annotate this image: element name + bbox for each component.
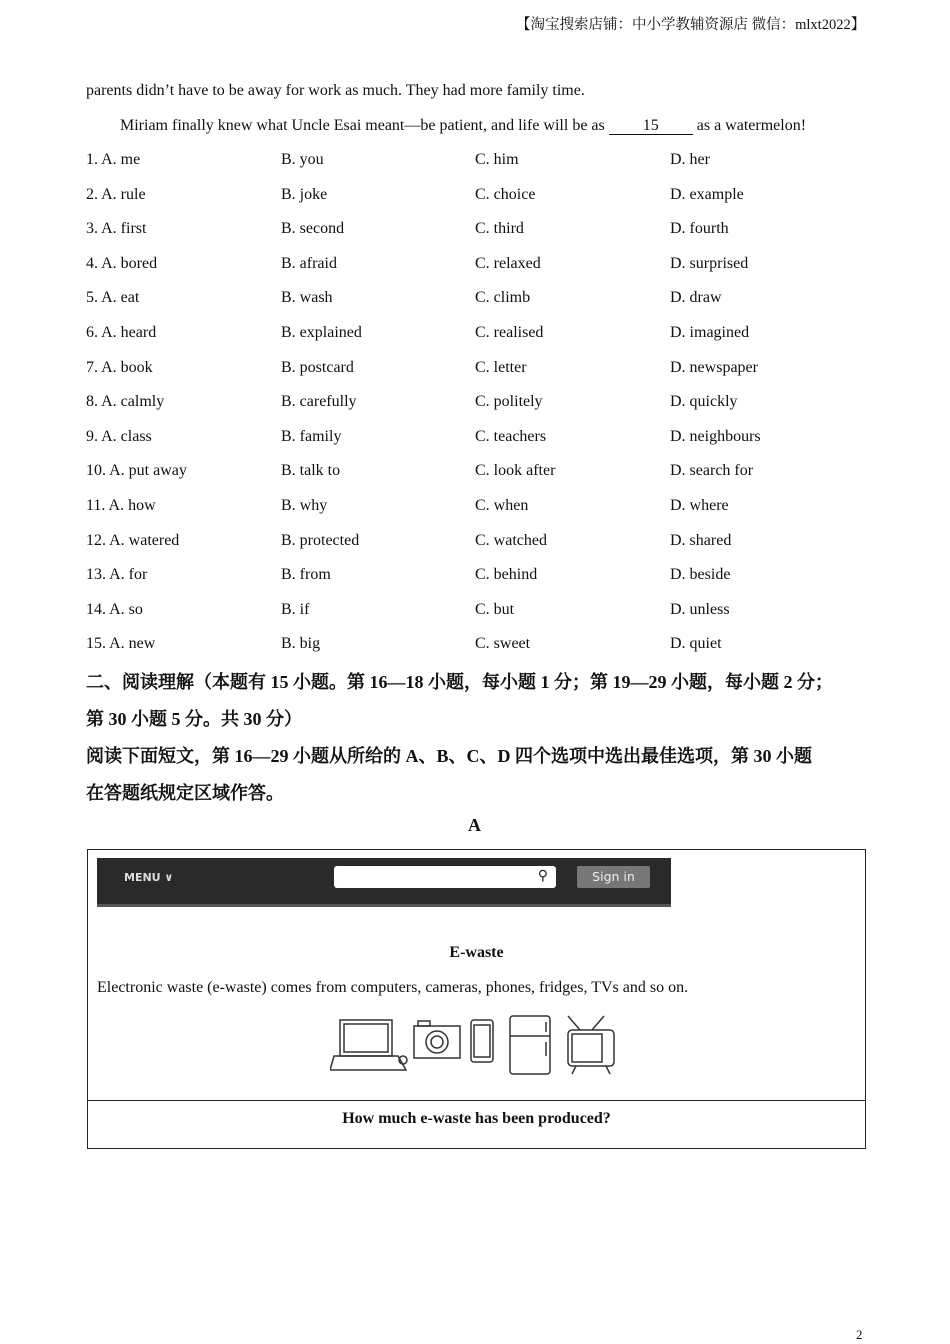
option-d: D. newspaper [670, 358, 758, 376]
question-row [86, 359, 886, 383]
question-row [86, 428, 886, 452]
option-a: 1. A. me [86, 151, 141, 168]
header-note: 【淘宝搜索店铺：中小学教辅资源店 微信：mlxt2022】 [516, 17, 866, 33]
instructions-2: 在答题纸规定区域作答。 [86, 783, 284, 803]
option-b: B. wash [281, 289, 333, 307]
option-a: 10. A. put away [86, 462, 187, 480]
question-row [86, 220, 886, 244]
option-a: 7. A. book [86, 358, 153, 376]
question-row [86, 532, 886, 556]
question-row [86, 635, 886, 659]
option-d: D. where [670, 497, 729, 514]
question-row [86, 393, 886, 417]
option-b: B. postcard [281, 358, 354, 376]
option-d: D. fourth [670, 220, 729, 238]
sign-in-button[interactable]: Sign in [577, 866, 650, 888]
option-a: 11. A. how [86, 497, 156, 514]
option-a: 9. A. class [86, 427, 152, 445]
question-row [86, 151, 886, 175]
option-a: 4. A. bored [86, 254, 158, 272]
option-c: C. letter [475, 358, 527, 376]
option-c: C. behind [475, 566, 538, 584]
final-line-text: Miriam finally knew what Uncle Esai meant—be patient, and life will be as [120, 117, 605, 134]
option-c: C. third [475, 220, 524, 238]
question-row [86, 566, 886, 590]
option-d: D. quiet [670, 635, 722, 653]
option-b: B. you [281, 151, 324, 168]
option-b: B. explained [281, 324, 362, 341]
page-number: 2 [856, 1327, 863, 1342]
webpage-title: E-waste [449, 944, 504, 961]
option-c: C. politely [475, 393, 543, 411]
divider [88, 1100, 865, 1101]
option-c: C. but [475, 600, 515, 618]
option-d: D. unless [670, 600, 730, 618]
option-c: C. him [475, 151, 519, 168]
option-b: B. why [281, 497, 328, 514]
question-row [86, 186, 886, 210]
option-b: B. talk to [281, 462, 341, 480]
question-row [86, 255, 886, 279]
option-b: B. from [281, 566, 331, 584]
option-d: D. beside [670, 566, 731, 584]
nav-bar [97, 858, 671, 907]
question-row [86, 497, 886, 521]
final-line-end: as a watermelon! [696, 117, 807, 134]
option-d: D. surprised [670, 254, 749, 272]
fridge-icon [510, 1016, 550, 1074]
option-d: D. example [670, 185, 744, 203]
question-row [86, 289, 886, 313]
blank-15: 15 [609, 118, 693, 135]
webpage-figure [87, 849, 866, 1149]
option-a: 8. A. calmly [86, 393, 165, 411]
option-d: D. her [670, 151, 710, 168]
option-b: B. protected [281, 531, 360, 549]
search-input[interactable] [334, 866, 556, 888]
section-heading-1: 二、阅读理解（本题有 15 小题。第 16—18 小题，每小题 1 分；第 19—29 小题，每小题 2 分； [86, 672, 833, 692]
option-d: D. draw [670, 289, 722, 307]
option-d: D. quickly [670, 393, 738, 411]
option-c: C. choice [475, 185, 536, 203]
menu-button[interactable]: MENU ∨ [124, 871, 174, 884]
webpage-body: Electronic waste (e-waste) comes from computers, cameras, phones, fridges, TVs and so on. [97, 979, 689, 996]
question-row [86, 601, 886, 625]
option-c: C. watched [475, 531, 547, 549]
option-b: B. family [281, 427, 342, 445]
question-row [86, 462, 886, 486]
webpage-question: How much e-waste has been produced? [342, 1110, 611, 1127]
search-icon[interactable]: ⚲ [537, 869, 548, 884]
tv-icon [568, 1016, 614, 1074]
question-row [86, 324, 886, 348]
option-b: B. carefully [281, 393, 357, 411]
instructions-1: 阅读下面短文，第 16—29 小题从所给的 A、B、C、D 四个选项中选出最佳选项，第 30 小题 [86, 746, 812, 766]
electronics-illustration [330, 1012, 620, 1078]
intro-line: parents didn’t have to be away for work as much. They had more family time. [86, 82, 585, 99]
camera-icon [414, 1021, 460, 1058]
option-b: B. big [281, 635, 321, 653]
option-c: C. look after [475, 462, 556, 480]
passage-label: A [468, 815, 481, 835]
option-a: 6. A. heard [86, 324, 157, 341]
option-a: 5. A. eat [86, 289, 140, 307]
option-c: C. sweet [475, 635, 531, 653]
final-line [120, 117, 806, 135]
option-a: 2. A. rule [86, 185, 146, 203]
option-d: D. search for [670, 462, 754, 480]
phone-icon [471, 1020, 493, 1062]
option-a: 14. A. so [86, 600, 143, 618]
option-c: C. teachers [475, 427, 547, 445]
option-c: C. when [475, 497, 529, 514]
option-b: B. joke [281, 185, 328, 203]
option-d: D. neighbours [670, 427, 761, 445]
option-c: C. realised [475, 324, 544, 341]
option-d: D. imagined [670, 324, 750, 341]
option-d: D. shared [670, 531, 732, 549]
option-b: B. second [281, 220, 345, 238]
option-a: 15. A. new [86, 635, 156, 653]
option-c: C. relaxed [475, 254, 541, 272]
option-b: B. if [281, 600, 310, 618]
option-a: 13. A. for [86, 566, 148, 584]
option-b: B. afraid [281, 254, 337, 272]
option-a: 3. A. first [86, 220, 147, 238]
option-c: C. climb [475, 289, 531, 307]
option-a: 12. A. watered [86, 531, 180, 549]
section-heading-2: 第 30 小题 5 分。共 30 分） [86, 709, 302, 729]
laptop-icon [330, 1020, 407, 1070]
